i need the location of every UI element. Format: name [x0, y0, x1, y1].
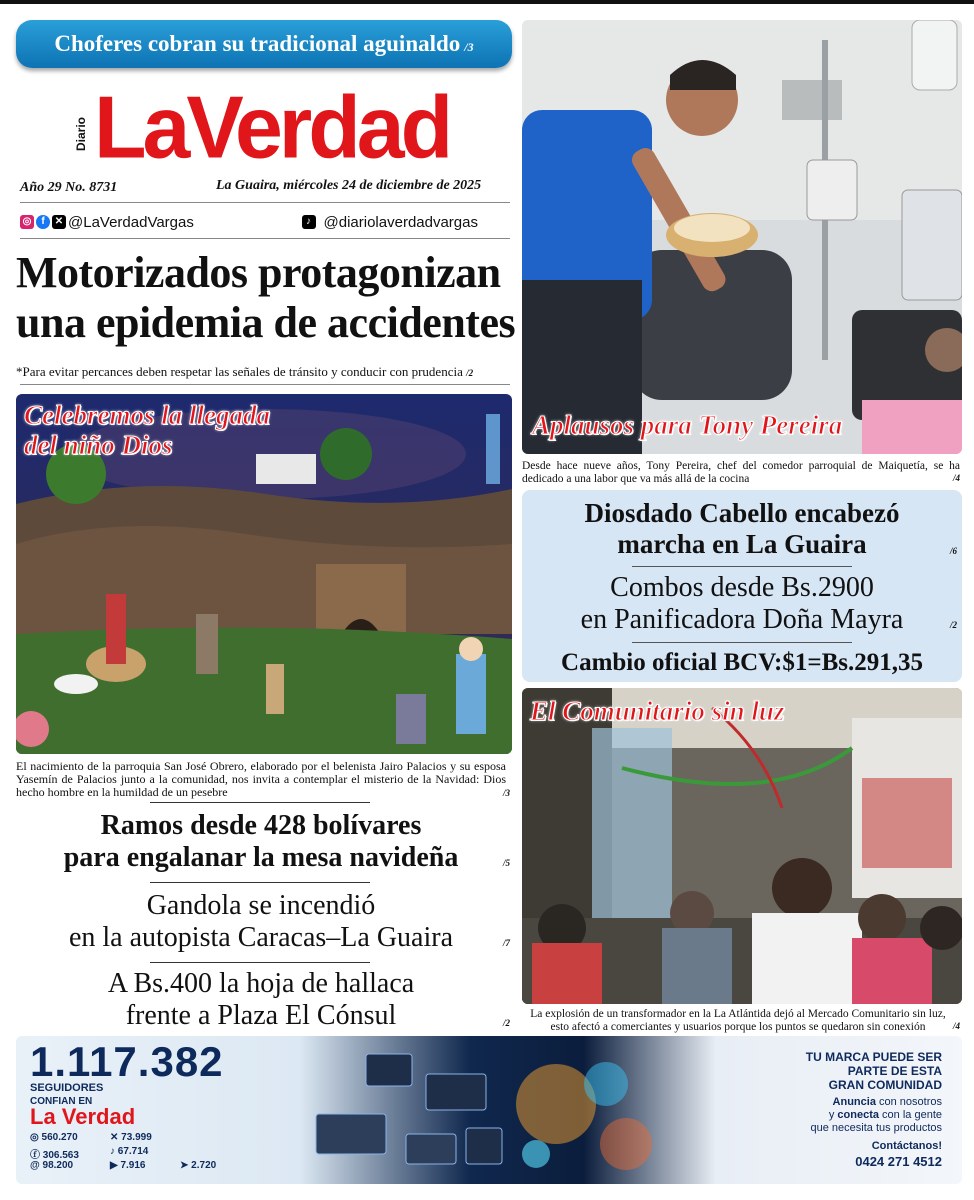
news-box [522, 490, 962, 682]
story-divider-2 [150, 882, 370, 883]
youtube-icon: ▶ [110, 1160, 121, 1171]
story-gandola-line2: en la autopista Caracas–La Guaira [68, 922, 454, 953]
tiktok-icon: ♪ [302, 215, 316, 229]
box-divider-2 [632, 642, 852, 643]
ad-stat-x: ✕ 73.999 [110, 1132, 152, 1143]
instagram-icon: ◎ [20, 215, 34, 229]
story-ramos-page: /5 [503, 858, 511, 868]
story-combos-line1: Combos desde Bs.2900 [610, 572, 874, 603]
ad-stat-threads: @ 98.200 [30, 1160, 74, 1171]
ad-stat-telegram: ➤ 2.720 [180, 1160, 217, 1171]
headline-rule [20, 384, 510, 385]
teaser-banner-page: /3 [464, 39, 474, 54]
story-ramos-line2: para engalanar la mesa navideña [63, 842, 459, 873]
ad-label-confian: CONFIAN EN [30, 1096, 93, 1107]
nativity-caption: El nacimiento de la parroquia San José Obrero, elaborado por el belenista Jairo Palacios y su esposa Yasemín de Palacios junto a la comunidad, nos invita a contemplar el misterio de la Navidad: Dios hecho hombre en la humildad de un pesebre [16, 759, 506, 799]
ad-conecta-pre: y [828, 1109, 838, 1121]
ad-stat-youtube: ▶ 7.916 [110, 1160, 146, 1171]
ad-right-line2: PARTE DE ESTA [847, 1064, 942, 1078]
story-divider-1 [150, 802, 370, 803]
nativity-title-line2: del niño Dios [24, 430, 173, 460]
tony-page: /4 [953, 473, 961, 483]
story-gandola[interactable] [16, 890, 506, 954]
story-combos-page: /2 [950, 620, 958, 630]
ad-conecta-rest: con la gente [879, 1109, 942, 1121]
story-cabello-line1: Diosdado Cabello encabezó [584, 498, 900, 528]
story-ramos-line1: Ramos desde 428 bolívares [100, 810, 422, 841]
story-combos[interactable] [522, 572, 962, 636]
ad-follower-total: 1.117.382 [30, 1038, 224, 1085]
story-cabello-line2: marcha en La Guaira [617, 529, 867, 559]
main-subhead [16, 364, 516, 380]
market-scene-illustration [522, 688, 962, 1004]
story-gandola-page: /7 [503, 938, 511, 948]
ad-conecta-bold: conecta [837, 1109, 879, 1121]
story-combos-line2: en Panificadora Doña Mayra [580, 604, 904, 635]
story-cabello[interactable] [522, 498, 962, 560]
story-hallaca[interactable] [16, 968, 506, 1032]
story-ramos[interactable] [16, 810, 506, 874]
nativity-photo[interactable] [16, 394, 512, 754]
main-headline[interactable] [16, 248, 516, 348]
story-gandola-line1: Gandola se incendió [146, 890, 376, 921]
story-cabello-page: /6 [950, 546, 958, 556]
threads-icon: @ [30, 1160, 43, 1171]
socials-rule [20, 238, 510, 239]
social-handle-2[interactable]: @diariolaverdadvargas [323, 213, 478, 231]
main-subhead-text: *Para evitar percances deben respetar las señales de tránsito y conducir con prudencia [16, 364, 463, 379]
tony-photo[interactable] [522, 20, 962, 454]
social-handles [20, 208, 512, 236]
ad-phone[interactable]: 0424 271 4512 [855, 1154, 942, 1169]
story-hallaca-page: /2 [503, 1018, 511, 1028]
masthead-diario: Diario [74, 117, 88, 152]
x-icon: ✕ [110, 1132, 122, 1143]
x-icon: ✕ [52, 215, 66, 229]
main-headline-line1: Motorizados protagonizan [16, 248, 501, 297]
tony-scene-illustration [522, 20, 962, 454]
nativity-page: /3 [503, 788, 511, 798]
advertisement-banner[interactable] [16, 1036, 962, 1184]
story-hallaca-line2: frente a Plaza El Cónsul [125, 1000, 397, 1031]
ad-contact-label: Contáctanos! [871, 1140, 942, 1152]
ad-right-line3: GRAN COMUNIDAD [828, 1078, 942, 1092]
tiktok-icon: ♪ [110, 1146, 118, 1157]
issue-number: Año 29 No. 8731 [20, 180, 118, 195]
box-divider-1 [632, 566, 852, 567]
tony-title: Aplausos para Tony Pereira [532, 410, 843, 440]
exchange-rate: Cambio oficial BCV:$1=Bs.291,35 [561, 649, 923, 676]
tony-caption: Desde hace nueve años, Tony Pereira, chef del comedor parroquial de Maiquetía, se ha dedicado a una labor que va más allá de la cocina [522, 460, 960, 485]
nativity-title-line1: Celebremos la llegada [24, 400, 270, 430]
teaser-banner-text: Choferes cobran su tradicional aguinaldo [54, 31, 461, 56]
top-rule [0, 0, 974, 4]
story-hallaca-line1: A Bs.400 la hoja de hallaca [107, 968, 415, 999]
ad-necesita: que necesita tus productos [810, 1122, 942, 1134]
facebook-icon: f [36, 215, 50, 229]
teaser-banner[interactable] [16, 20, 512, 68]
market-caption: La explosión de un transformador en la La Atlántida dejó al Mercado Comunitario sin luz, esto afectó a comerciantes y usuarios porque los puntos se quedaron sin conexión [530, 1008, 946, 1033]
main-subhead-page: /2 [466, 368, 474, 378]
dateline: La Guaira, miércoles 24 de diciembre de 2025 [216, 178, 482, 193]
ad-right-line1: TU MARCA PUEDE SER [805, 1050, 942, 1064]
masthead-logo: LaVerdad [94, 79, 450, 177]
story-divider-3 [150, 962, 370, 963]
ad-brand: La Verdad [30, 1104, 136, 1129]
ad-right-heading [716, 1050, 942, 1092]
ad-stat-instagram: ◎ 560.270 [30, 1132, 78, 1143]
ad-stat-tiktok: ♪ 67.714 [110, 1146, 149, 1157]
main-headline-line2: una epidemia de accidentes [16, 298, 516, 347]
ad-devices-illustration [306, 1044, 696, 1180]
instagram-icon: ◎ [30, 1132, 42, 1143]
nativity-title [24, 400, 270, 460]
telegram-icon: ➤ [180, 1160, 192, 1171]
masthead-rule [20, 202, 510, 203]
ad-stat-facebook: ⓕ 306.563 [30, 1150, 79, 1161]
market-photo[interactable] [522, 688, 962, 1004]
ad-right-body [716, 1096, 942, 1135]
market-page: /4 [953, 1021, 961, 1031]
ad-label-seguidores: SEGUIDORES [30, 1082, 104, 1094]
social-handle-1[interactable]: @LaVerdadVargas [68, 213, 194, 231]
market-title: El Comunitario sin luz [530, 696, 785, 726]
ad-anuncia-bold: Anuncia [832, 1096, 876, 1108]
facebook-icon: ⓕ [30, 1150, 43, 1161]
ad-anuncia-rest: con nosotros [875, 1096, 942, 1108]
